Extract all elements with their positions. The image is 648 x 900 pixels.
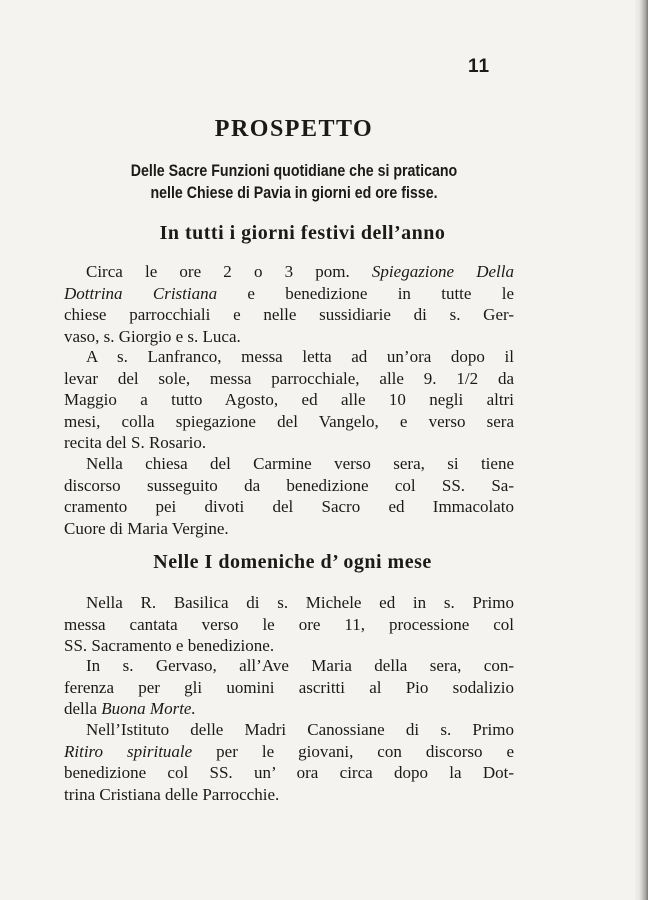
paragraph-basilica bbox=[64, 592, 514, 657]
text-line: Nella R. Basilica di s. Michele ed in s. Primo bbox=[86, 593, 514, 612]
text-run: Circa le ore 2 o 3 pom. bbox=[86, 262, 350, 281]
text-line: cramento pei divoti del Sacro ed Immacolato bbox=[64, 497, 514, 517]
paragraph-gervaso bbox=[64, 655, 514, 720]
text-line: discorso susseguito da benedizione col SS. Sa- bbox=[64, 475, 514, 495]
text-line: vaso, s. Giorgio e s. Luca. bbox=[64, 326, 241, 346]
text-line: SS. Sacramento e benedizione. bbox=[64, 636, 275, 656]
text-run: per le giovani, con discorso e bbox=[216, 741, 515, 761]
paragraph-carmine bbox=[64, 453, 514, 539]
italic-run: Spiegazione Della bbox=[371, 262, 515, 281]
italic-run: Buona Morte. bbox=[101, 699, 196, 719]
text-line bbox=[64, 741, 514, 763]
section-heading-festivi: In tutti i giorni festivi dell’anno bbox=[159, 222, 446, 244]
text-run: della bbox=[64, 699, 98, 719]
text-line: Maggio a tutto Agosto, ed alle 10 negli altri bbox=[64, 390, 514, 410]
paragraph-lanfranco bbox=[64, 346, 514, 454]
page-number: 11 bbox=[468, 56, 491, 77]
text-line: levar del sole, messa parrocchiale, alle 9. 1/2 da bbox=[64, 368, 514, 388]
text-line bbox=[64, 698, 514, 720]
text-line: trina Cristiana delle Parrocchie. bbox=[64, 784, 280, 804]
text-line: messa cantata verso le ore 11, processione col bbox=[64, 614, 514, 634]
paragraph-canossiane bbox=[64, 719, 514, 805]
text-line: recita del S. Rosario. bbox=[64, 433, 207, 453]
text-line: ferenza per gli uomini ascritti al Pio sodalizio bbox=[64, 677, 514, 697]
text-line: mesi, colla spiegazione del Vangelo, e verso sera bbox=[64, 411, 514, 431]
text-line: benedizione col SS. un’ ora circa dopo la Dot- bbox=[64, 763, 514, 783]
page-subtitle bbox=[101, 160, 486, 204]
text-line: In s. Gervaso, all’Ave Maria della sera, con- bbox=[86, 656, 514, 675]
text-line: Nell’Istituto delle Madri Canossiane di s. Primo bbox=[86, 720, 514, 739]
text-line: Nella chiesa del Carmine verso sera, si tiene bbox=[86, 454, 514, 473]
text-line: Cuore di Maria Vergine. bbox=[64, 518, 229, 538]
text-line: chiese parrocchiali e nelle sussidiarie di s. Ger- bbox=[64, 305, 514, 325]
section-heading-domeniche: Nelle I domeniche d’ ogni mese bbox=[153, 551, 432, 573]
page-edge-shadow bbox=[634, 0, 648, 900]
subtitle-line: Delle Sacre Funzioni quotidiane che si praticano bbox=[130, 162, 458, 180]
italic-run: Ritiro spirituale bbox=[64, 741, 193, 761]
text-line bbox=[64, 283, 514, 305]
subtitle-line: nelle Chiese di Pavia in giorni ed ore fisse. bbox=[150, 184, 438, 202]
page-title: PROSPETTO bbox=[214, 116, 374, 142]
paragraph-dottrina bbox=[64, 261, 514, 347]
text-run: e benedizione in tutte le bbox=[247, 283, 514, 303]
italic-run: Dottrina Cristiana bbox=[64, 283, 218, 303]
text-line: A s. Lanfranco, messa letta ad un’ora dopo il bbox=[86, 347, 514, 366]
text-line bbox=[64, 261, 514, 283]
